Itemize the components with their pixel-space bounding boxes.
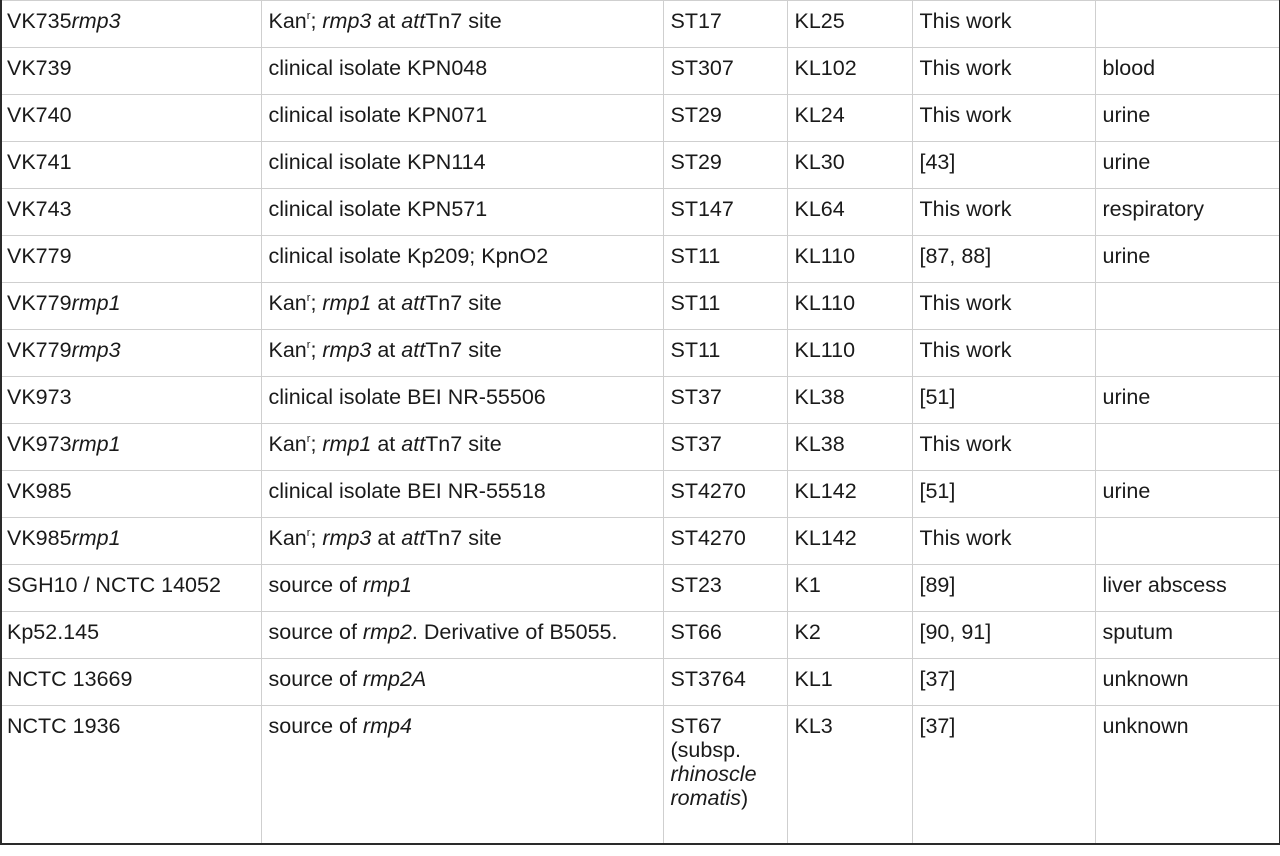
cell-text-segment: att (401, 526, 426, 550)
cell-text-segment: rmp1 (71, 526, 121, 550)
cell-reference: This work (912, 189, 1095, 236)
cell-text-segment: at (371, 9, 402, 33)
cell-source (1095, 283, 1280, 330)
cell-description (261, 424, 663, 471)
cell-text-segment: rmp1 (71, 291, 121, 315)
table-row (1, 189, 1280, 236)
cell-capsule-locus: KL38 (787, 424, 912, 471)
cell-description (261, 518, 663, 565)
cell-text-segment: VK735 (7, 9, 72, 33)
cell-text-segment: VK740 (7, 103, 72, 127)
cell-text-segment: clinical isolate KPN071 (268, 103, 488, 127)
cell-text-segment: VK779 (7, 338, 72, 362)
cell-sequence-type (663, 565, 787, 612)
cell-strain (1, 236, 261, 283)
cell-text-segment: VK739 (7, 56, 72, 80)
cell-source: respiratory (1095, 189, 1280, 236)
cell-text-segment: clinical isolate KPN048 (268, 56, 488, 80)
cell-capsule-locus: KL110 (787, 283, 912, 330)
table-row (1, 565, 1280, 612)
cell-strain (1, 189, 261, 236)
cell-text-segment: att (401, 9, 426, 33)
cell-sequence-type (663, 612, 787, 659)
cell-strain (1, 471, 261, 518)
cell-reference: [51] (912, 471, 1095, 518)
cell-text-segment: Kan (268, 526, 307, 550)
cell-sequence-type (663, 189, 787, 236)
cell-reference: This work (912, 1, 1095, 48)
cell-strain (1, 659, 261, 706)
cell-text-segment: rmp3 (322, 9, 372, 33)
cell-strain (1, 142, 261, 189)
cell-description (261, 565, 663, 612)
cell-capsule-locus: K1 (787, 565, 912, 612)
cell-text-segment: clinical isolate BEI NR-55518 (268, 479, 546, 503)
cell-sequence-type (663, 283, 787, 330)
cell-reference: [43] (912, 142, 1095, 189)
table-row (1, 612, 1280, 659)
cell-text-segment: r (306, 527, 311, 539)
cell-sequence-type (663, 330, 787, 377)
cell-source (1095, 330, 1280, 377)
cell-strain (1, 565, 261, 612)
cell-capsule-locus: KL25 (787, 1, 912, 48)
cell-reference: This work (912, 518, 1095, 565)
cell-source: sputum (1095, 612, 1280, 659)
cell-text-segment: ST11 (670, 291, 721, 315)
cell-sequence-type (663, 48, 787, 95)
cell-description (261, 659, 663, 706)
cell-capsule-locus: KL110 (787, 330, 912, 377)
cell-text-segment: ST307 (670, 56, 734, 80)
cell-description (261, 330, 663, 377)
cell-strain (1, 330, 261, 377)
cell-text-segment: VK973 (7, 385, 72, 409)
cell-reference: [90, 91] (912, 612, 1095, 659)
cell-source: liver abscess (1095, 565, 1280, 612)
cell-text-segment: rmp4 (362, 714, 412, 738)
cell-description (261, 95, 663, 142)
cell-text-segment: VK743 (7, 197, 72, 221)
table-row (1, 142, 1280, 189)
cell-description (261, 612, 663, 659)
cell-text-segment: ST37 (670, 432, 722, 456)
cell-text-segment: SGH10 / NCTC 14052 (7, 573, 221, 597)
cell-text-segment: Tn7 site (425, 291, 502, 315)
cell-text-segment: ST67 (670, 714, 722, 738)
cell-strain (1, 518, 261, 565)
cell-text-segment: romatis (670, 786, 741, 810)
cell-reference: This work (912, 283, 1095, 330)
table-row (1, 424, 1280, 471)
cell-text-segment: VK741 (7, 150, 72, 174)
cell-text-segment: rmp1 (322, 291, 372, 315)
cell-text-segment: ST11 (670, 338, 721, 362)
cell-text-segment: VK985 (7, 526, 72, 550)
cell-text-segment: NCTC 1936 (7, 714, 121, 738)
cell-strain (1, 706, 261, 844)
cell-text-segment: source of (268, 620, 363, 644)
cell-text-segment: ) (740, 786, 749, 810)
cell-text-segment: VK779 (7, 244, 72, 268)
cell-strain (1, 377, 261, 424)
cell-strain (1, 283, 261, 330)
cell-source: urine (1095, 377, 1280, 424)
cell-capsule-locus: KL64 (787, 189, 912, 236)
cell-text-segment: ST29 (670, 150, 722, 174)
cell-description (261, 142, 663, 189)
cell-capsule-locus: K2 (787, 612, 912, 659)
cell-text-segment: rmp1 (71, 432, 121, 456)
cell-text-segment: VK985 (7, 479, 72, 503)
cell-text-segment: rmp2A (362, 667, 427, 691)
table-row (1, 283, 1280, 330)
cell-text-segment: rmp1 (322, 432, 372, 456)
cell-text-segment: Kan (268, 432, 307, 456)
cell-text-segment: ST4270 (670, 526, 746, 550)
cell-reference: This work (912, 424, 1095, 471)
cell-strain (1, 612, 261, 659)
cell-source (1095, 424, 1280, 471)
table-row (1, 1, 1280, 48)
cell-text-segment: Tn7 site (425, 9, 502, 33)
cell-text-segment: ; (310, 432, 323, 456)
cell-text-segment: at (371, 291, 402, 315)
cell-source: blood (1095, 48, 1280, 95)
cell-text-segment: VK779 (7, 291, 72, 315)
cell-source: unknown (1095, 659, 1280, 706)
table-row (1, 518, 1280, 565)
cell-sequence-type (663, 95, 787, 142)
cell-text-segment: r (306, 433, 311, 445)
cell-source: urine (1095, 236, 1280, 283)
table-row (1, 330, 1280, 377)
cell-sequence-type (663, 471, 787, 518)
cell-description (261, 236, 663, 283)
cell-text-segment: rhinoscle (670, 762, 757, 786)
cell-text-segment: clinical isolate KPN571 (268, 197, 488, 221)
cell-capsule-locus: KL24 (787, 95, 912, 142)
cell-text-segment: r (306, 292, 311, 304)
cell-strain (1, 95, 261, 142)
cell-text-segment: Kan (268, 291, 307, 315)
table-row (1, 706, 1280, 844)
cell-text-segment: Tn7 site (425, 526, 502, 550)
cell-capsule-locus: KL110 (787, 236, 912, 283)
cell-text-segment: Tn7 site (425, 432, 502, 456)
cell-source (1095, 1, 1280, 48)
cell-capsule-locus: KL142 (787, 518, 912, 565)
cell-text-segment: ST37 (670, 385, 722, 409)
table-row (1, 377, 1280, 424)
cell-sequence-type (663, 236, 787, 283)
cell-text-segment: source of (268, 714, 363, 738)
cell-text-segment: rmp1 (362, 573, 412, 597)
table-row (1, 236, 1280, 283)
cell-sequence-type (663, 1, 787, 48)
cell-strain (1, 48, 261, 95)
cell-description (261, 1, 663, 48)
cell-text-segment: att (401, 291, 426, 315)
cell-text-segment: clinical isolate BEI NR-55506 (268, 385, 546, 409)
cell-text-segment: at (371, 432, 402, 456)
cell-text-segment: r (306, 339, 311, 351)
cell-sequence-type (663, 142, 787, 189)
cell-source: urine (1095, 471, 1280, 518)
table-row (1, 48, 1280, 95)
cell-strain (1, 1, 261, 48)
cell-text-segment: Kan (268, 338, 307, 362)
cell-description (261, 377, 663, 424)
cell-text-segment: Kan (268, 9, 307, 33)
cell-reference: This work (912, 330, 1095, 377)
table-row (1, 95, 1280, 142)
cell-text-segment: rmp2 (362, 620, 412, 644)
cell-text-segment: at (371, 338, 402, 362)
cell-strain (1, 424, 261, 471)
cell-sequence-type (663, 518, 787, 565)
cell-text-segment: ; (310, 291, 323, 315)
cell-reference: This work (912, 95, 1095, 142)
cell-text-segment: ST4270 (670, 479, 746, 503)
cell-text-segment: clinical isolate Kp209; KpnO2 (268, 244, 549, 268)
cell-sequence-type (663, 424, 787, 471)
cell-text-segment: ST29 (670, 103, 722, 127)
cell-text-segment: source of (268, 573, 363, 597)
cell-sequence-type (663, 377, 787, 424)
cell-reference: This work (912, 48, 1095, 95)
table-row (1, 659, 1280, 706)
table-row (1, 471, 1280, 518)
cell-description (261, 283, 663, 330)
cell-reference: [89] (912, 565, 1095, 612)
cell-reference: [87, 88] (912, 236, 1095, 283)
cell-capsule-locus: KL1 (787, 659, 912, 706)
cell-description (261, 48, 663, 95)
cell-text-segment: ; (310, 9, 323, 33)
strain-table-body (1, 1, 1280, 844)
cell-text-segment: ST11 (670, 244, 721, 268)
cell-text-segment: r (306, 10, 311, 22)
cell-text-segment: NCTC 13669 (7, 667, 133, 691)
cell-text-segment: ; (310, 526, 323, 550)
cell-text-segment: ST66 (670, 620, 722, 644)
cell-reference: [37] (912, 659, 1095, 706)
cell-capsule-locus: KL3 (787, 706, 912, 844)
cell-reference: [37] (912, 706, 1095, 844)
cell-text-segment: VK973 (7, 432, 72, 456)
cell-text-segment: Tn7 site (425, 338, 502, 362)
cell-text-segment: at (371, 526, 402, 550)
cell-text-segment: ST147 (670, 197, 734, 221)
cell-text-segment: Kp52.145 (7, 620, 100, 644)
cell-text-segment: rmp3 (322, 338, 372, 362)
cell-text-segment: att (401, 338, 426, 362)
cell-sequence-type (663, 659, 787, 706)
cell-reference: [51] (912, 377, 1095, 424)
cell-source: urine (1095, 95, 1280, 142)
cell-capsule-locus: KL102 (787, 48, 912, 95)
cell-capsule-locus: KL38 (787, 377, 912, 424)
cell-text-segment: . Derivative of B5055. (411, 620, 618, 644)
cell-text-segment: rmp3 (322, 526, 372, 550)
cell-source: unknown (1095, 706, 1280, 844)
cell-description (261, 189, 663, 236)
cell-sequence-type (663, 706, 787, 844)
cell-text-segment: ST3764 (670, 667, 746, 691)
cell-text-segment: clinical isolate KPN114 (268, 150, 486, 174)
cell-source: urine (1095, 142, 1280, 189)
cell-text-segment: ST23 (670, 573, 722, 597)
cell-capsule-locus: KL30 (787, 142, 912, 189)
cell-text-segment: rmp3 (71, 338, 121, 362)
cell-description (261, 706, 663, 844)
cell-text-segment: ; (310, 338, 323, 362)
cell-source (1095, 518, 1280, 565)
cell-text-segment: source of (268, 667, 363, 691)
cell-text-segment: (subsp. (670, 738, 742, 762)
cell-capsule-locus: KL142 (787, 471, 912, 518)
cell-description (261, 471, 663, 518)
cell-text-segment: att (401, 432, 426, 456)
cell-text-segment: rmp3 (71, 9, 121, 33)
cell-text-segment: ST17 (670, 9, 722, 33)
